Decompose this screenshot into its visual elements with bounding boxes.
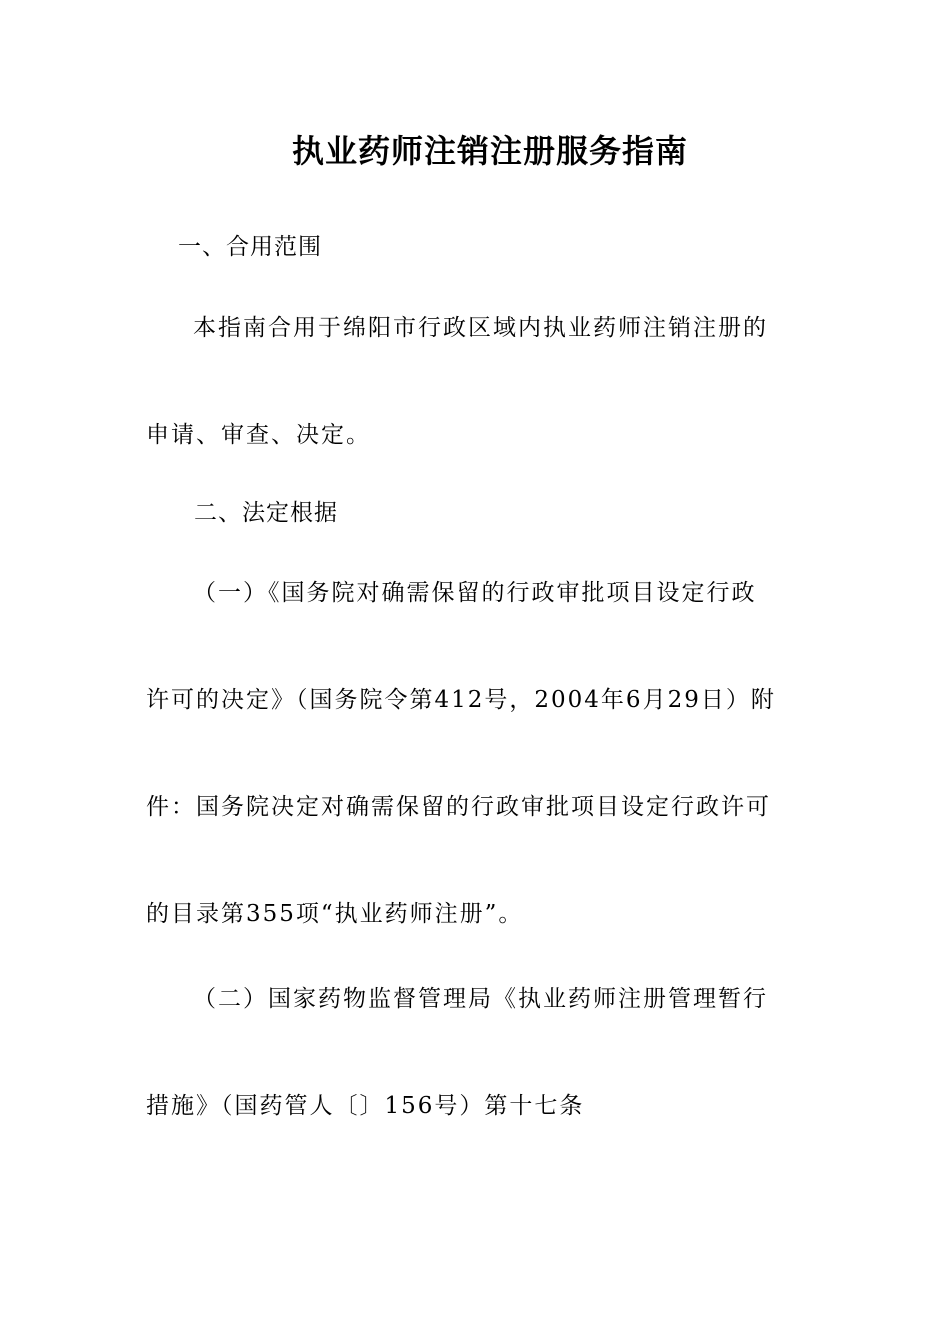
scope-paragraph-line-1: 本指南合用于绵阳市行政区域内执业药师注销注册的	[193, 315, 768, 341]
section-heading-legal-basis: 二、法定根据	[194, 500, 338, 526]
section-heading-scope: 一、合用范围	[178, 234, 322, 260]
legal-basis-item1-line-2: 许可的决定》（国务院令第412号，2004年6月29日）附	[146, 687, 776, 713]
legal-basis-item1-line-1: （一）《国务院对确需保留的行政审批项目设定行政	[193, 580, 757, 606]
legal-basis-item2-line-2: 措施》（国药管人〔〕156号）第十七条	[146, 1093, 585, 1119]
document-title: 执业药师注销注册服务指南	[291, 132, 688, 170]
legal-basis-item1-line-4: 的目录第355项“执业药师注册”。	[146, 901, 524, 927]
scope-paragraph-line-2: 申请、审查、决定。	[146, 422, 371, 448]
legal-basis-item1-line-3: 件：国务院决定对确需保留的行政审批项目设定行政许可	[146, 794, 771, 820]
legal-basis-item2-line-1: （二）国家药物监督管理局《执业药师注册管理暂行	[193, 986, 768, 1012]
